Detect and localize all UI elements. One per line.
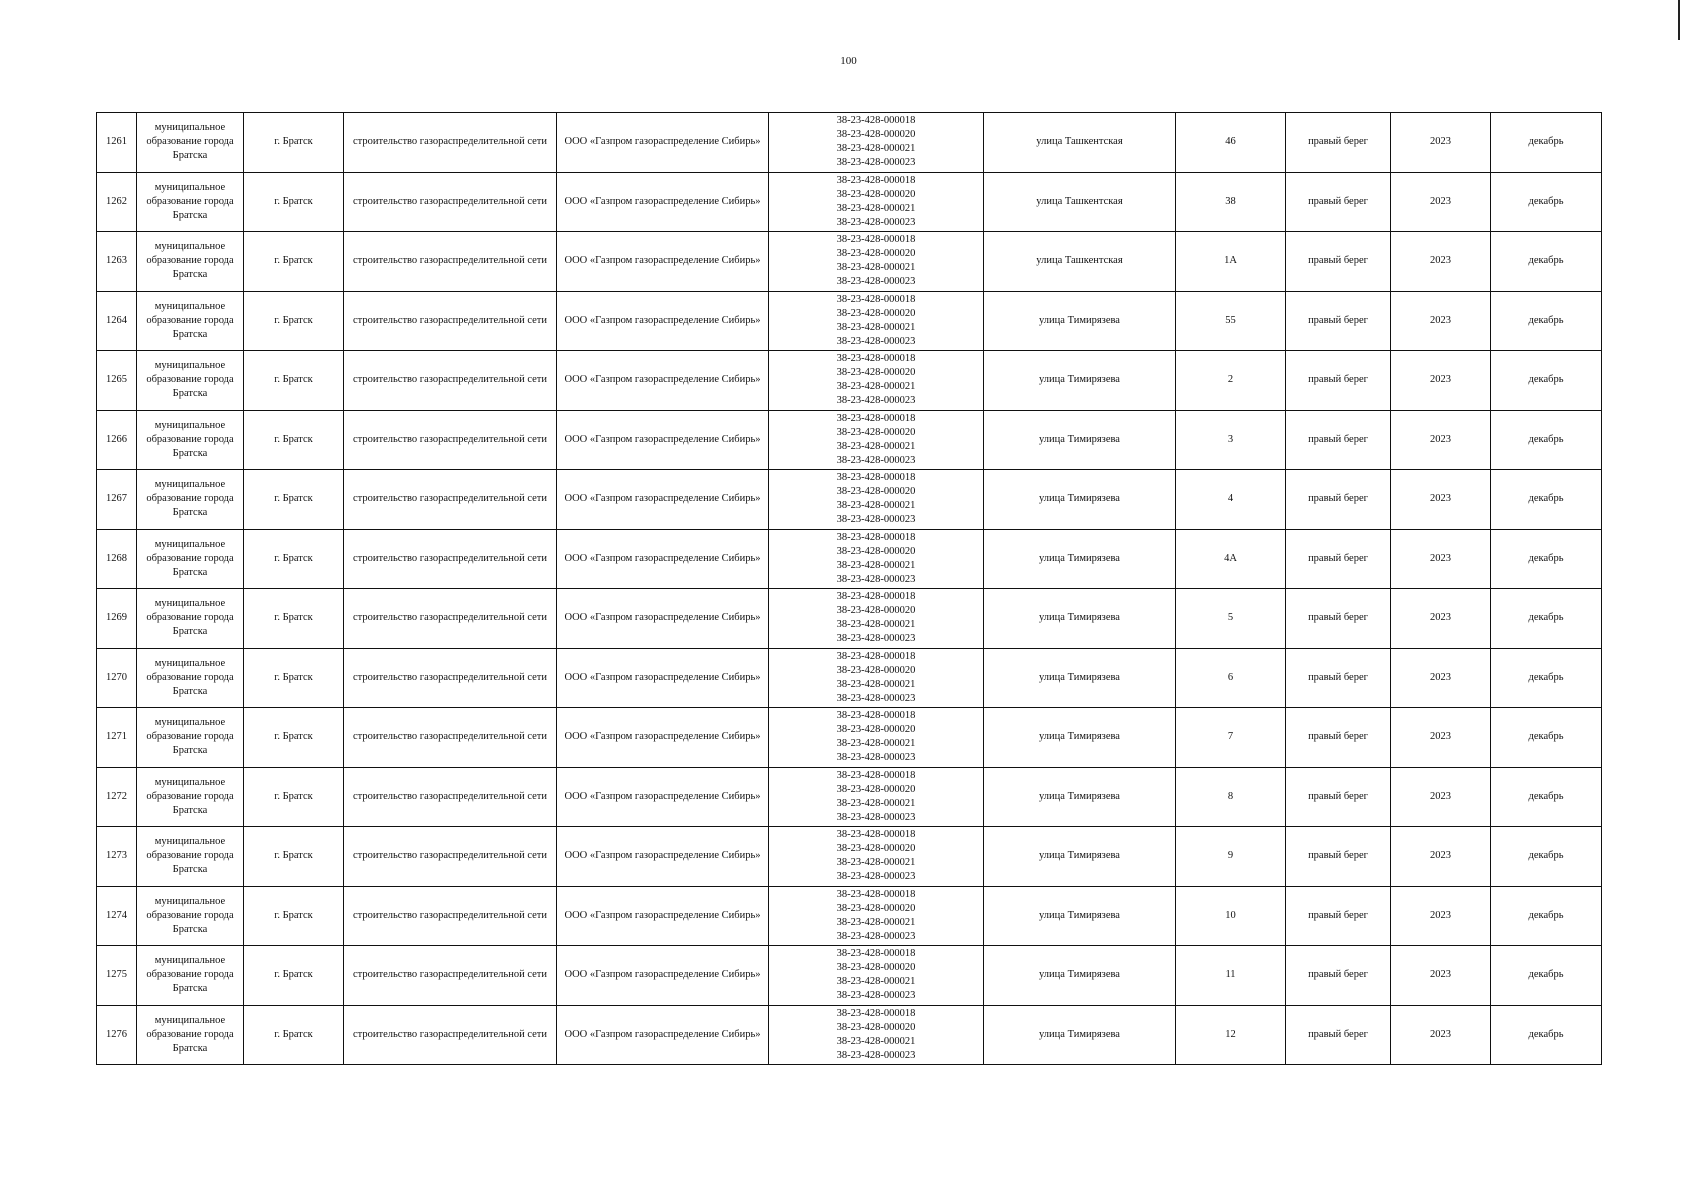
cadastral-cell [769,946,984,1006]
street-cell: улица Тимирязева [984,351,1176,411]
city-cell: г. Братск [244,351,344,411]
cadastral-number: 38-23-428-000023 [836,633,916,645]
cadastral-number: 38-23-428-000018 [836,769,916,781]
cadastral-number: 38-23-428-000021 [836,559,916,571]
year-cell: 2023 [1391,232,1491,292]
scan-edge-mark [1678,0,1680,40]
street-cell: улица Тимирязева [984,946,1176,1006]
month-cell: декабрь [1491,410,1602,470]
organization-cell: ООО «Газпром газораспределение Сибирь» [557,767,769,827]
municipality-cell: муниципальное образование города Братска [137,410,244,470]
cadastral-number: 38-23-428-000020 [836,307,916,319]
bank-cell: правый берег [1286,946,1391,1006]
house-number-cell: 4 [1176,470,1286,530]
municipality-cell: муниципальное образование города Братска [137,232,244,292]
cadastral-number: 38-23-428-000018 [836,650,916,662]
cadastral-number: 38-23-428-000018 [836,531,916,543]
bank-cell: правый берег [1286,827,1391,887]
activity-cell: строительство газораспределительной сети [344,529,557,589]
cadastral-cell [769,886,984,946]
municipality-cell: муниципальное образование города Братска [137,351,244,411]
cadastral-number: 38-23-428-000018 [836,829,916,841]
month-cell: декабрь [1491,172,1602,232]
organization-cell: ООО «Газпром газораспределение Сибирь» [557,708,769,768]
cadastral-number: 38-23-428-000020 [836,1021,916,1033]
municipality-cell: муниципальное образование города Братска [137,648,244,708]
cadastral-number: 38-23-428-000020 [836,367,916,379]
city-cell: г. Братск [244,529,344,589]
cadastral-number: 38-23-428-000020 [836,783,916,795]
cadastral-number: 38-23-428-000020 [836,188,916,200]
cadastral-number: 38-23-428-000023 [836,752,916,764]
house-number-cell: 55 [1176,291,1286,351]
cadastral-cell [769,232,984,292]
city-cell: г. Братск [244,470,344,530]
cadastral-number: 38-23-428-000021 [836,321,916,333]
organization-cell: ООО «Газпром газораспределение Сибирь» [557,351,769,411]
city-cell: г. Братск [244,886,344,946]
cadastral-number: 38-23-428-000018 [836,293,916,305]
municipality-cell: муниципальное образование города Братска [137,113,244,173]
table-row [97,172,1602,232]
street-cell: улица Тимирязева [984,767,1176,827]
activity-cell: строительство газораспределительной сети [344,886,557,946]
cadastral-cell [769,291,984,351]
cadastral-number: 38-23-428-000018 [836,234,916,246]
city-cell: г. Братск [244,1005,344,1065]
bank-cell: правый берег [1286,589,1391,649]
organization-cell: ООО «Газпром газораспределение Сибирь» [557,232,769,292]
row-number: 1267 [97,470,137,530]
bank-cell: правый берег [1286,1005,1391,1065]
row-number: 1271 [97,708,137,768]
house-number-cell: 11 [1176,946,1286,1006]
table-row [97,589,1602,649]
city-cell: г. Братск [244,113,344,173]
cadastral-number: 38-23-428-000020 [836,248,916,260]
registry-table [96,112,1602,1065]
row-number: 1268 [97,529,137,589]
cadastral-cell [769,470,984,530]
house-number-cell: 2 [1176,351,1286,411]
municipality-cell: муниципальное образование города Братска [137,589,244,649]
organization-cell: ООО «Газпром газораспределение Сибирь» [557,470,769,530]
municipality-cell: муниципальное образование города Братска [137,708,244,768]
cadastral-number: 38-23-428-000018 [836,591,916,603]
bank-cell: правый берег [1286,886,1391,946]
cadastral-number: 38-23-428-000020 [836,545,916,557]
month-cell: декабрь [1491,708,1602,768]
table-row [97,410,1602,470]
cadastral-number: 38-23-428-000023 [836,514,916,526]
bank-cell: правый берег [1286,648,1391,708]
cadastral-number: 38-23-428-000018 [836,710,916,722]
table-row [97,113,1602,173]
activity-cell: строительство газораспределительной сети [344,708,557,768]
row-number: 1266 [97,410,137,470]
city-cell: г. Братск [244,410,344,470]
street-cell: улица Ташкентская [984,172,1176,232]
city-cell: г. Братск [244,172,344,232]
bank-cell: правый берег [1286,529,1391,589]
month-cell: декабрь [1491,648,1602,708]
cadastral-number: 38-23-428-000020 [836,486,916,498]
year-cell: 2023 [1391,827,1491,887]
bank-cell: правый берег [1286,291,1391,351]
street-cell: улица Тимирязева [984,470,1176,530]
cadastral-cell [769,172,984,232]
year-cell: 2023 [1391,351,1491,411]
month-cell: декабрь [1491,351,1602,411]
cadastral-number: 38-23-428-000021 [836,262,916,274]
organization-cell: ООО «Газпром газораспределение Сибирь» [557,410,769,470]
street-cell: улица Тимирязева [984,648,1176,708]
street-cell: улица Тимирязева [984,886,1176,946]
house-number-cell: 1А [1176,232,1286,292]
municipality-cell: муниципальное образование города Братска [137,470,244,530]
table-body [97,113,1602,1065]
year-cell: 2023 [1391,291,1491,351]
cadastral-number: 38-23-428-000021 [836,797,916,809]
street-cell: улица Тимирязева [984,291,1176,351]
cadastral-number: 38-23-428-000023 [836,335,916,347]
street-cell: улица Ташкентская [984,113,1176,173]
cadastral-number: 38-23-428-000023 [836,811,916,823]
month-cell: декабрь [1491,589,1602,649]
cadastral-number: 38-23-428-000018 [836,472,916,484]
house-number-cell: 12 [1176,1005,1286,1065]
table-row [97,886,1602,946]
row-number: 1263 [97,232,137,292]
table-row [97,946,1602,1006]
month-cell: декабрь [1491,232,1602,292]
activity-cell: строительство газораспределительной сети [344,232,557,292]
organization-cell: ООО «Газпром газораспределение Сибирь» [557,827,769,887]
activity-cell: строительство газораспределительной сети [344,946,557,1006]
cadastral-number: 38-23-428-000020 [836,426,916,438]
bank-cell: правый берег [1286,767,1391,827]
city-cell: г. Братск [244,232,344,292]
house-number-cell: 6 [1176,648,1286,708]
table-row [97,470,1602,530]
year-cell: 2023 [1391,113,1491,173]
cadastral-cell [769,410,984,470]
cadastral-number: 38-23-428-000021 [836,1035,916,1047]
activity-cell: строительство газораспределительной сети [344,589,557,649]
year-cell: 2023 [1391,708,1491,768]
row-number: 1276 [97,1005,137,1065]
cadastral-number: 38-23-428-000021 [836,857,916,869]
table-row [97,529,1602,589]
municipality-cell: муниципальное образование города Братска [137,172,244,232]
house-number-cell: 46 [1176,113,1286,173]
year-cell: 2023 [1391,946,1491,1006]
municipality-cell: муниципальное образование города Братска [137,886,244,946]
cadastral-number: 38-23-428-000020 [836,843,916,855]
month-cell: декабрь [1491,113,1602,173]
cadastral-cell [769,767,984,827]
table-row [97,708,1602,768]
organization-cell: ООО «Газпром газораспределение Сибирь» [557,946,769,1006]
organization-cell: ООО «Газпром газораспределение Сибирь» [557,529,769,589]
organization-cell: ООО «Газпром газораспределение Сибирь» [557,291,769,351]
organization-cell: ООО «Газпром газораспределение Сибирь» [557,1005,769,1065]
city-cell: г. Братск [244,291,344,351]
activity-cell: строительство газораспределительной сети [344,351,557,411]
municipality-cell: муниципальное образование города Братска [137,946,244,1006]
municipality-cell: муниципальное образование города Братска [137,291,244,351]
month-cell: декабрь [1491,886,1602,946]
row-number: 1274 [97,886,137,946]
cadastral-cell [769,529,984,589]
house-number-cell: 3 [1176,410,1286,470]
organization-cell: ООО «Газпром газораспределение Сибирь» [557,886,769,946]
year-cell: 2023 [1391,648,1491,708]
activity-cell: строительство газораспределительной сети [344,172,557,232]
cadastral-number: 38-23-428-000020 [836,902,916,914]
activity-cell: строительство газораспределительной сети [344,1005,557,1065]
table-row [97,232,1602,292]
house-number-cell: 4А [1176,529,1286,589]
municipality-cell: муниципальное образование города Братска [137,827,244,887]
cadastral-number: 38-23-428-000023 [836,157,916,169]
month-cell: декабрь [1491,291,1602,351]
house-number-cell: 8 [1176,767,1286,827]
table-row [97,1005,1602,1065]
cadastral-number: 38-23-428-000023 [836,216,916,228]
bank-cell: правый берег [1286,470,1391,530]
month-cell: декабрь [1491,529,1602,589]
house-number-cell: 10 [1176,886,1286,946]
bank-cell: правый берег [1286,410,1391,470]
cadastral-number: 38-23-428-000023 [836,1049,916,1061]
cadastral-cell [769,1005,984,1065]
activity-cell: строительство газораспределительной сети [344,470,557,530]
organization-cell: ООО «Газпром газораспределение Сибирь» [557,113,769,173]
street-cell: улица Тимирязева [984,410,1176,470]
street-cell: улица Тимирязева [984,1005,1176,1065]
cadastral-cell [769,648,984,708]
row-number: 1262 [97,172,137,232]
cadastral-number: 38-23-428-000018 [836,353,916,365]
cadastral-number: 38-23-428-000021 [836,440,916,452]
cadastral-cell [769,351,984,411]
cadastral-number: 38-23-428-000021 [836,202,916,214]
row-number: 1269 [97,589,137,649]
activity-cell: строительство газораспределительной сети [344,648,557,708]
month-cell: декабрь [1491,767,1602,827]
cadastral-cell [769,827,984,887]
table-row [97,648,1602,708]
row-number: 1270 [97,648,137,708]
bank-cell: правый берег [1286,232,1391,292]
cadastral-cell [769,113,984,173]
house-number-cell: 9 [1176,827,1286,887]
city-cell: г. Братск [244,827,344,887]
cadastral-number: 38-23-428-000023 [836,930,916,942]
cadastral-number: 38-23-428-000020 [836,962,916,974]
year-cell: 2023 [1391,529,1491,589]
row-number: 1275 [97,946,137,1006]
city-cell: г. Братск [244,708,344,768]
cadastral-number: 38-23-428-000021 [836,976,916,988]
cadastral-number: 38-23-428-000023 [836,395,916,407]
cadastral-number: 38-23-428-000018 [836,1007,916,1019]
cadastral-number: 38-23-428-000023 [836,454,916,466]
year-cell: 2023 [1391,172,1491,232]
city-cell: г. Братск [244,946,344,1006]
organization-cell: ООО «Газпром газораспределение Сибирь» [557,172,769,232]
cadastral-number: 38-23-428-000021 [836,678,916,690]
cadastral-number: 38-23-428-000021 [836,916,916,928]
row-number: 1273 [97,827,137,887]
activity-cell: строительство газораспределительной сети [344,767,557,827]
row-number: 1265 [97,351,137,411]
municipality-cell: муниципальное образование города Братска [137,1005,244,1065]
page-number: 100 [840,55,857,67]
cadastral-number: 38-23-428-000020 [836,664,916,676]
cadastral-number: 38-23-428-000018 [836,174,916,186]
cadastral-number: 38-23-428-000021 [836,500,916,512]
city-cell: г. Братск [244,648,344,708]
organization-cell: ООО «Газпром газораспределение Сибирь» [557,589,769,649]
cadastral-number: 38-23-428-000023 [836,692,916,704]
cadastral-number: 38-23-428-000020 [836,605,916,617]
cadastral-number: 38-23-428-000023 [836,871,916,883]
bank-cell: правый берег [1286,351,1391,411]
year-cell: 2023 [1391,589,1491,649]
table-row [97,291,1602,351]
cadastral-number: 38-23-428-000021 [836,143,916,155]
table-row [97,351,1602,411]
year-cell: 2023 [1391,1005,1491,1065]
cadastral-number: 38-23-428-000020 [836,129,916,141]
year-cell: 2023 [1391,410,1491,470]
bank-cell: правый берег [1286,172,1391,232]
year-cell: 2023 [1391,470,1491,530]
cadastral-number: 38-23-428-000018 [836,115,916,127]
house-number-cell: 7 [1176,708,1286,768]
activity-cell: строительство газораспределительной сети [344,410,557,470]
row-number: 1272 [97,767,137,827]
street-cell: улица Ташкентская [984,232,1176,292]
month-cell: декабрь [1491,946,1602,1006]
cadastral-number: 38-23-428-000020 [836,724,916,736]
row-number: 1264 [97,291,137,351]
city-cell: г. Братск [244,767,344,827]
year-cell: 2023 [1391,767,1491,827]
year-cell: 2023 [1391,886,1491,946]
city-cell: г. Братск [244,589,344,649]
cadastral-number: 38-23-428-000018 [836,888,916,900]
street-cell: улица Тимирязева [984,529,1176,589]
row-number: 1261 [97,113,137,173]
cadastral-number: 38-23-428-000021 [836,619,916,631]
cadastral-number: 38-23-428-000018 [836,412,916,424]
municipality-cell: муниципальное образование города Братска [137,767,244,827]
bank-cell: правый берег [1286,113,1391,173]
cadastral-number: 38-23-428-000023 [836,276,916,288]
cadastral-cell [769,589,984,649]
month-cell: декабрь [1491,827,1602,887]
table-row [97,767,1602,827]
cadastral-cell [769,708,984,768]
cadastral-number: 38-23-428-000023 [836,990,916,1002]
table-row [97,827,1602,887]
house-number-cell: 38 [1176,172,1286,232]
organization-cell: ООО «Газпром газораспределение Сибирь» [557,648,769,708]
cadastral-number: 38-23-428-000018 [836,948,916,960]
cadastral-number: 38-23-428-000021 [836,738,916,750]
cadastral-number: 38-23-428-000021 [836,381,916,393]
month-cell: декабрь [1491,470,1602,530]
activity-cell: строительство газораспределительной сети [344,827,557,887]
activity-cell: строительство газораспределительной сети [344,113,557,173]
street-cell: улица Тимирязева [984,589,1176,649]
bank-cell: правый берег [1286,708,1391,768]
cadastral-number: 38-23-428-000023 [836,573,916,585]
street-cell: улица Тимирязева [984,827,1176,887]
month-cell: декабрь [1491,1005,1602,1065]
house-number-cell: 5 [1176,589,1286,649]
activity-cell: строительство газораспределительной сети [344,291,557,351]
street-cell: улица Тимирязева [984,708,1176,768]
municipality-cell: муниципальное образование города Братска [137,529,244,589]
